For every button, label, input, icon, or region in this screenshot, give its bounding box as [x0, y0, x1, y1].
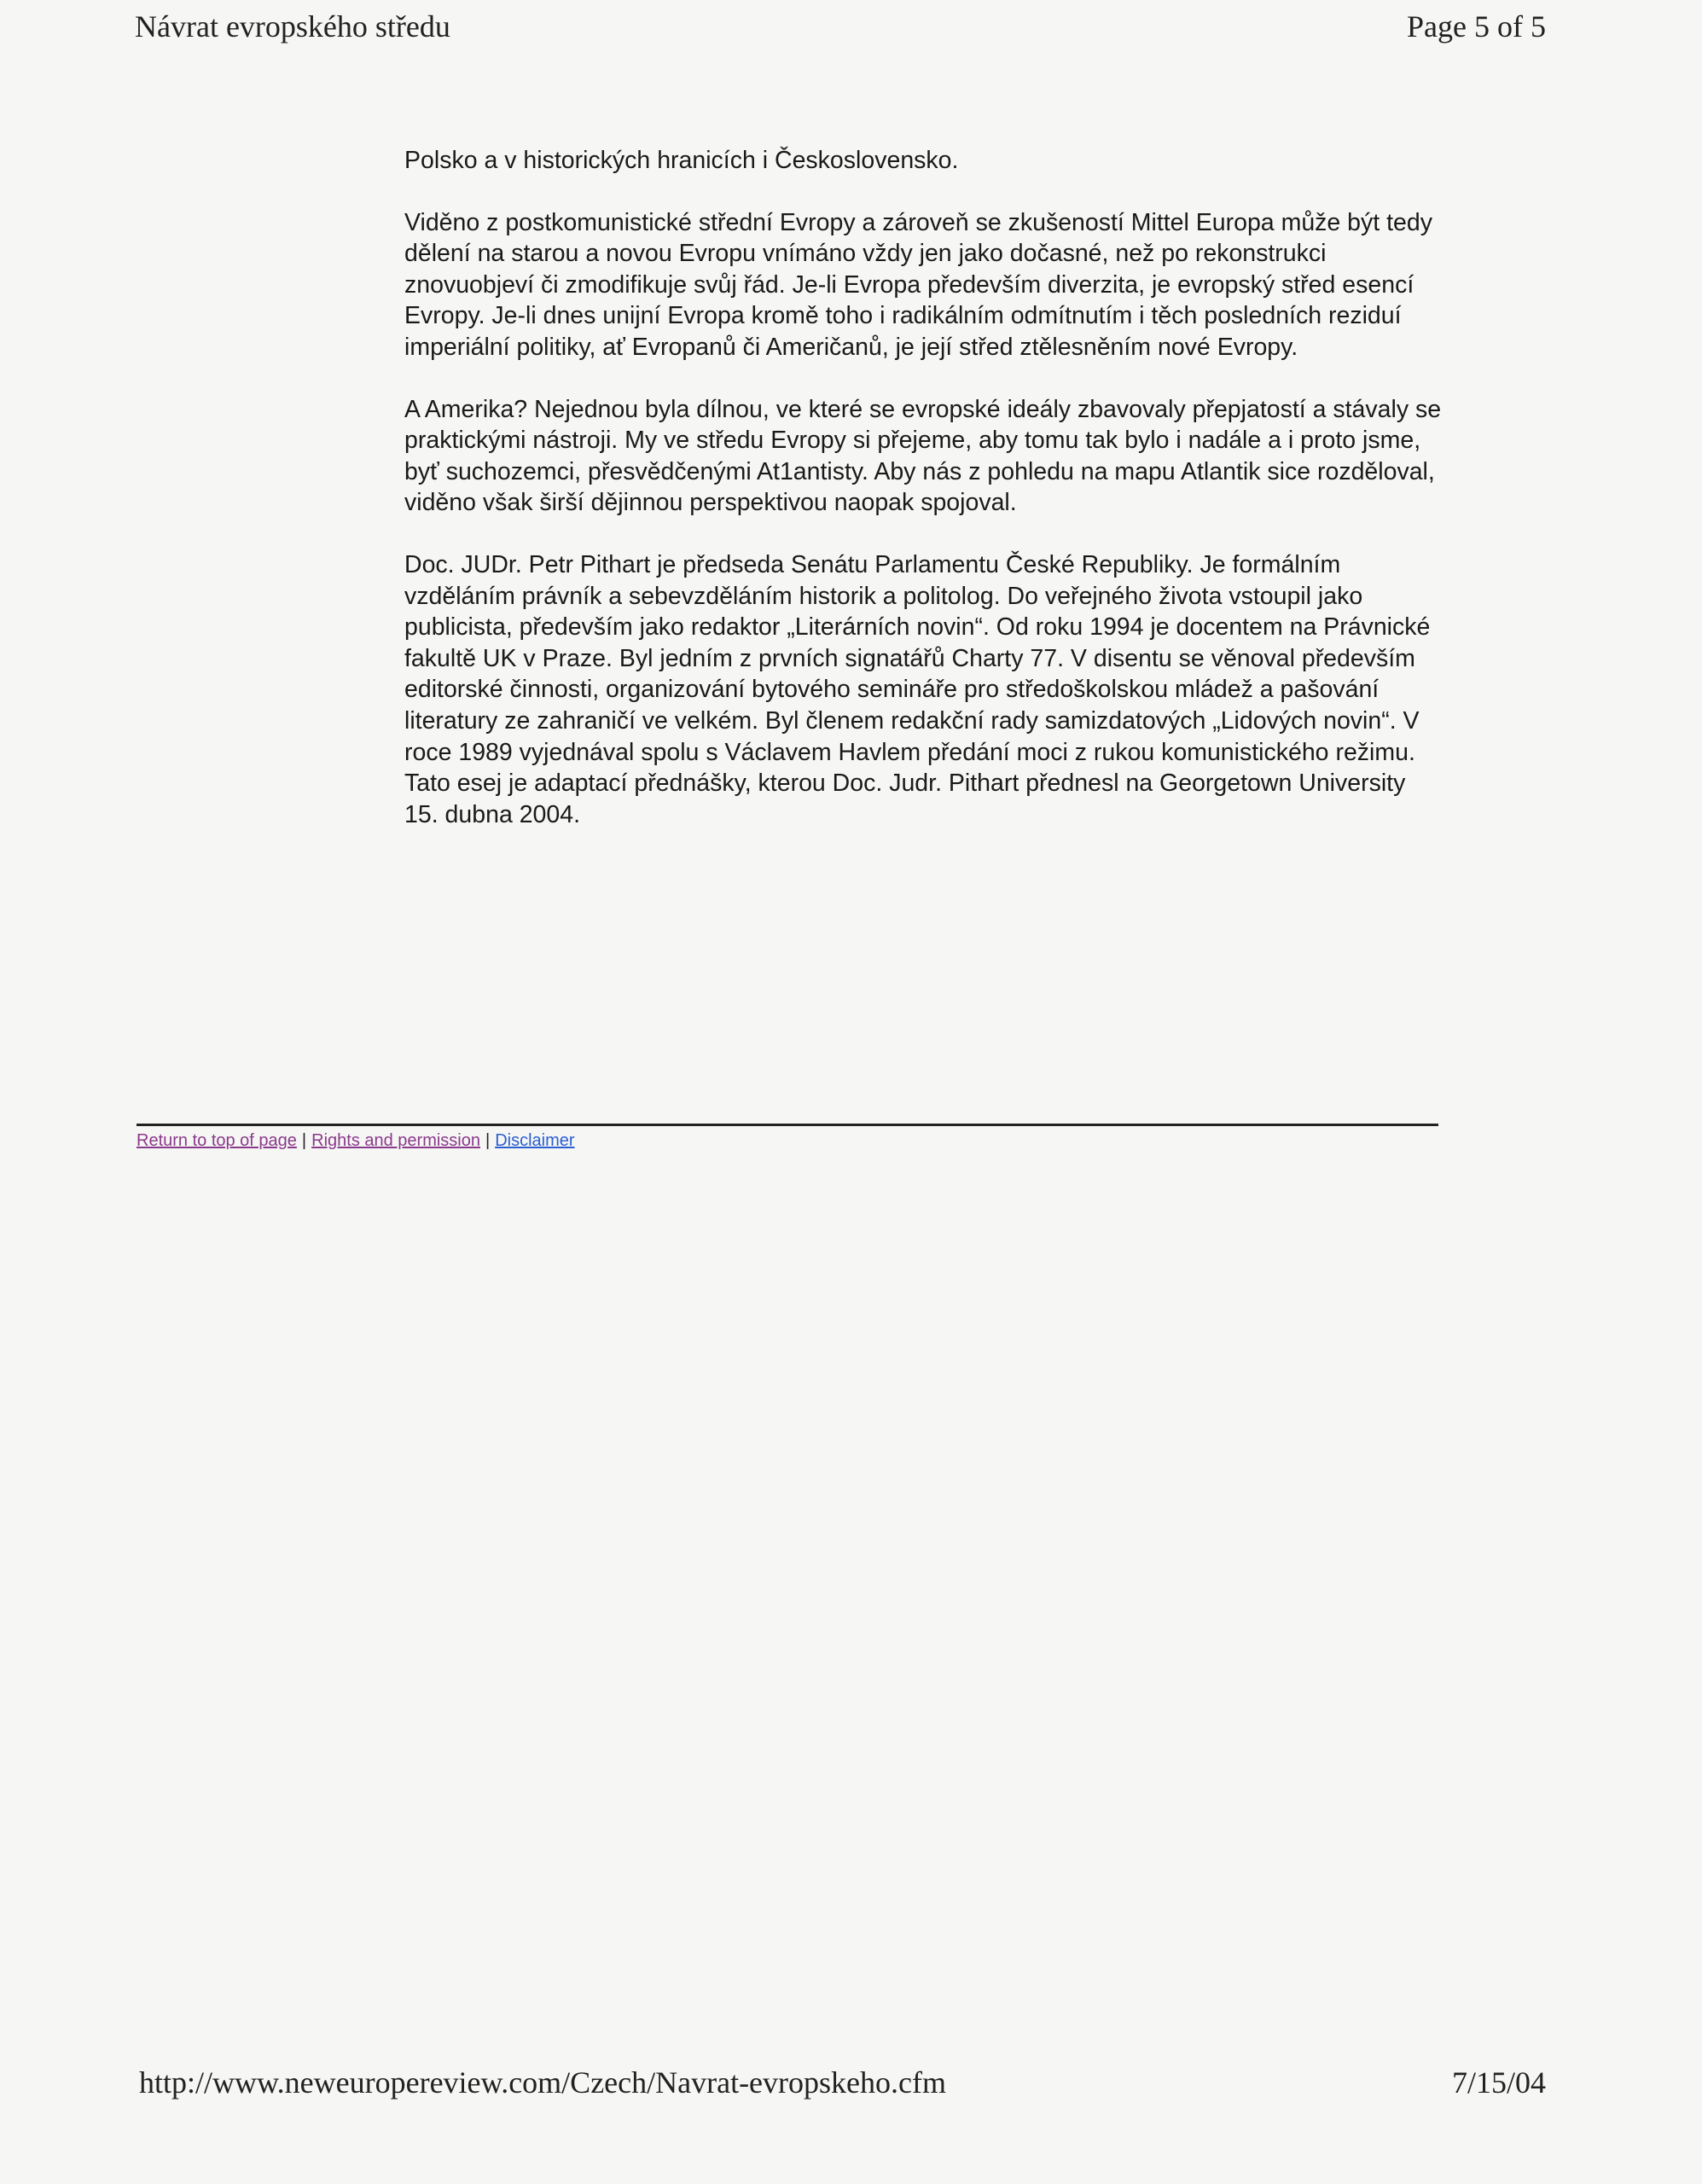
- article-paragraph-2: Viděno z postkomunistické střední Evropy a zároveň se zkušeností Mittel Europa může být tedy dělení na starou a novou Evropu vnímáno vždy jen jako dočasné, než po rekonstrukci znovuobjeví či zmodifikuje svůj řád. Je-li Evropa především diverzita, je evropský střed esencí Evropy. Je-li dnes unijní Evropa kromě toho i radikálním odmítnutím i těch posledních reziduí imperiální politiky, ať Evropanů či Američanů, je její střed ztělesněním nové Evropy.: [404, 208, 1432, 361]
- footer-links: [137, 1131, 575, 1151]
- link-separator: |: [485, 1131, 491, 1150]
- disclaimer-link[interactable]: Disclaimer: [495, 1131, 575, 1150]
- link-separator: |: [301, 1131, 307, 1150]
- article-paragraph-3: A Amerika? Nejednou byla dílnou, ve které se evropské ideály zbavovaly přepjatostí a stávaly se praktickými nástroji. My ve středu Evropy si přejeme, aby tomu tak bylo i nadále a i proto jsme, byť suchozemci, přesvědčenými At1antisty. Aby nás z pohledu na mapu Atlantik sice rozděloval, viděno však širší dějinnou perspektivou naopak spojoval.: [404, 395, 1442, 517]
- article-paragraph-1: Polsko a v historických hranicích i Československo.: [404, 147, 959, 174]
- author-bio-paragraph: Doc. JUDr. Petr Pithart je předseda Senátu Parlamentu České Republiky. Je formálním vzděláním právník a sebevzděláním historik a politolog. Do veřejného života vstoupil jako publicista, především jako redaktor „Literárních novin“. Od roku 1994 je docentem na Právnické fakultě UK v Praze. Byl jedním z prvních signatářů Charty 77. V disentu se věnoval především editorské činnosti, organizování bytového semináře pro středoškolskou mládež a pašování literatury ze zahraničí ve velkém. Byl členem redakční rady samizdatových „Lidových novin“. V roce 1989 vyjednával spolu s Václavem Havlem předání moci z rukou komunistického režimu. Tato esej je adaptací přednášky, kterou Doc. Judr. Pithart přednesl na Georgetown University 15. dubna 2004.: [404, 550, 1431, 828]
- footer-divider: [137, 1124, 1438, 1126]
- print-footer-date: 7/15/04: [1451, 2065, 1546, 2100]
- article-body: [404, 145, 1445, 861]
- print-header-title: Návrat evropského středu: [135, 9, 450, 44]
- print-footer-url: http://www.neweuropereview.com/Czech/Navrat-evropskeho.cfm: [139, 2065, 946, 2100]
- rights-and-permission-link[interactable]: Rights and permission: [311, 1131, 480, 1150]
- return-to-top-link[interactable]: Return to top of page: [137, 1131, 297, 1150]
- print-header-page-number: Page 5 of 5: [1407, 9, 1546, 44]
